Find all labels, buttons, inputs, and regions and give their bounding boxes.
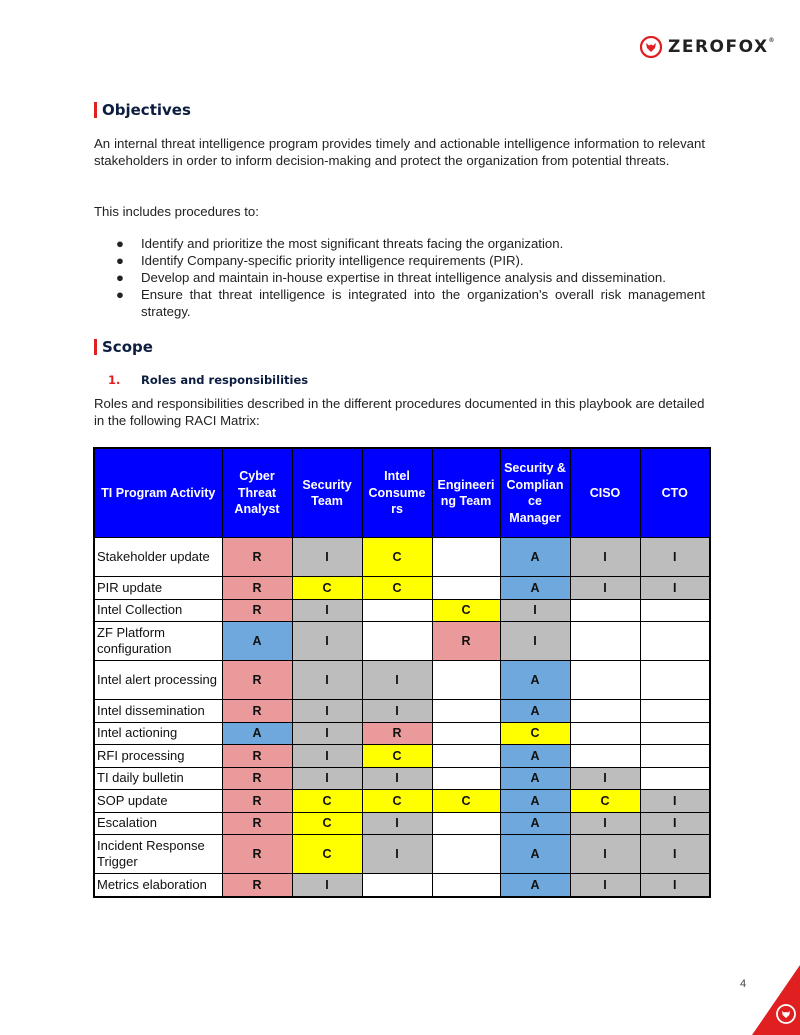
raci-cell: R — [432, 622, 500, 661]
raci-cell: I — [362, 661, 432, 700]
zerofox-logo — [640, 36, 776, 58]
raci-cell: R — [362, 722, 432, 745]
objectives-title: Objectives — [102, 101, 191, 119]
table-row — [94, 835, 710, 874]
list-item: ● Identify and prioritize the most significant threats facing the organization. — [116, 236, 564, 251]
raci-cell: I — [570, 577, 640, 600]
raci-cell: I — [570, 767, 640, 790]
raci-cell: I — [570, 874, 640, 897]
raci-cell: R — [222, 745, 292, 768]
table-row — [94, 661, 710, 700]
brand-name: ZEROFOX® — [668, 37, 777, 57]
raci-cell: I — [362, 812, 432, 835]
raci-cell: A — [500, 577, 570, 600]
raci-cell — [432, 812, 500, 835]
raci-cell: C — [570, 790, 640, 813]
raci-cell: I — [640, 874, 710, 897]
raci-cell: C — [362, 745, 432, 768]
raci-cell: C — [432, 599, 500, 622]
raci-cell: A — [500, 661, 570, 700]
raci-cell: I — [292, 622, 362, 661]
header-cto: CTO — [640, 448, 710, 538]
raci-cell: C — [292, 812, 362, 835]
raci-cell: I — [640, 790, 710, 813]
raci-cell: I — [292, 538, 362, 577]
raci-cell — [640, 745, 710, 768]
raci-cell: I — [570, 812, 640, 835]
raci-cell: A — [500, 745, 570, 768]
raci-cell: C — [292, 835, 362, 874]
raci-cell: I — [362, 767, 432, 790]
table-row — [94, 538, 710, 577]
activity-cell: SOP update — [94, 790, 222, 813]
raci-cell — [640, 599, 710, 622]
table-row — [94, 790, 710, 813]
fox-shield-icon — [640, 36, 662, 58]
raci-body — [94, 538, 710, 897]
raci-cell — [362, 599, 432, 622]
raci-cell — [432, 577, 500, 600]
raci-cell: A — [500, 790, 570, 813]
header-ciso: CISO — [570, 448, 640, 538]
scope-heading — [94, 338, 153, 356]
objectives-lead: This includes procedures to: — [94, 204, 259, 219]
raci-cell: I — [292, 722, 362, 745]
raci-matrix — [93, 447, 711, 898]
raci-cell: R — [222, 874, 292, 897]
activity-cell: Intel actioning — [94, 722, 222, 745]
raci-cell: R — [222, 790, 292, 813]
heading-accent-bar — [94, 339, 97, 355]
raci-cell: R — [222, 577, 292, 600]
raci-cell — [432, 722, 500, 745]
raci-cell — [570, 661, 640, 700]
raci-cell: I — [362, 835, 432, 874]
raci-cell: R — [222, 812, 292, 835]
raci-cell — [432, 538, 500, 577]
objectives-bullet-list — [94, 235, 705, 320]
raci-cell: I — [640, 812, 710, 835]
raci-cell: A — [222, 722, 292, 745]
raci-cell — [640, 661, 710, 700]
header-cyber-threat-analyst: Cyber Threat Analyst — [222, 448, 292, 538]
raci-cell: C — [362, 790, 432, 813]
raci-cell: I — [570, 835, 640, 874]
raci-cell: R — [222, 835, 292, 874]
table-row — [94, 767, 710, 790]
raci-cell — [570, 745, 640, 768]
raci-cell — [640, 767, 710, 790]
raci-cell — [570, 722, 640, 745]
raci-cell: C — [362, 577, 432, 600]
table-row — [94, 599, 710, 622]
activity-cell: Intel alert processing — [94, 661, 222, 700]
header-intel-consumers: Intel Consume rs — [362, 448, 432, 538]
raci-cell: A — [500, 700, 570, 723]
raci-cell: I — [292, 767, 362, 790]
raci-cell: A — [500, 538, 570, 577]
raci-cell — [570, 622, 640, 661]
activity-cell: Incident Response Trigger — [94, 835, 222, 874]
raci-cell: A — [500, 835, 570, 874]
activity-cell: Intel Collection — [94, 599, 222, 622]
raci-cell: I — [292, 661, 362, 700]
header-security-team: Security Team — [292, 448, 362, 538]
activity-cell: ZF Platform configuration — [94, 622, 222, 661]
raci-cell — [432, 874, 500, 897]
header-activity: TI Program Activity — [94, 448, 222, 538]
raci-cell: I — [292, 599, 362, 622]
raci-cell: A — [500, 767, 570, 790]
raci-cell: C — [432, 790, 500, 813]
raci-cell: I — [292, 700, 362, 723]
raci-cell: I — [292, 874, 362, 897]
raci-cell: I — [500, 599, 570, 622]
list-item: ● Ensure that threat intelligence is integrated into the organization's overall risk management strategy. — [116, 287, 705, 319]
raci-cell: R — [222, 661, 292, 700]
activity-cell: Escalation — [94, 812, 222, 835]
table-row — [94, 700, 710, 723]
list-item: ● Identify Company-specific priority intelligence requirements (PIR). — [116, 253, 524, 268]
raci-cell — [640, 700, 710, 723]
subheading-title: Roles and responsibilities — [141, 373, 309, 387]
raci-cell: R — [222, 538, 292, 577]
raci-cell — [432, 661, 500, 700]
activity-cell: TI daily bulletin — [94, 767, 222, 790]
objectives-heading — [94, 101, 191, 119]
raci-cell: C — [292, 790, 362, 813]
raci-cell: I — [500, 622, 570, 661]
raci-cell: I — [640, 835, 710, 874]
raci-cell — [640, 722, 710, 745]
list-item: ● Develop and maintain in-house expertise in threat intelligence analysis and dissemination. — [116, 270, 666, 285]
activity-cell: RFI processing — [94, 745, 222, 768]
raci-cell: R — [222, 767, 292, 790]
scope-title: Scope — [102, 338, 153, 356]
raci-cell: I — [640, 577, 710, 600]
raci-cell — [432, 835, 500, 874]
activity-cell: Intel dissemination — [94, 700, 222, 723]
subheading-number: 1. — [108, 373, 121, 387]
table-row — [94, 812, 710, 835]
raci-cell: I — [640, 538, 710, 577]
raci-cell: A — [500, 874, 570, 897]
raci-cell: A — [500, 812, 570, 835]
header-engineering-team: Engineeri ng Team — [432, 448, 500, 538]
raci-header-row — [94, 448, 710, 538]
raci-cell: A — [222, 622, 292, 661]
table-row — [94, 722, 710, 745]
activity-cell: PIR update — [94, 577, 222, 600]
activity-cell: Metrics elaboration — [94, 874, 222, 897]
table-row — [94, 874, 710, 897]
scope-text: Roles and responsibilities described in the different procedures documented in this playbook are detailed in the following RACI Matrix: — [94, 396, 705, 428]
trademark: ® — [768, 37, 777, 44]
raci-cell — [432, 700, 500, 723]
raci-cell: C — [500, 722, 570, 745]
raci-cell: C — [292, 577, 362, 600]
raci-cell: I — [292, 745, 362, 768]
raci-cell — [570, 700, 640, 723]
heading-accent-bar — [94, 102, 97, 118]
raci-cell — [362, 622, 432, 661]
raci-cell: I — [362, 700, 432, 723]
roles-subheading — [108, 373, 308, 387]
table-row — [94, 745, 710, 768]
raci-cell — [570, 599, 640, 622]
page-number: 4 — [740, 978, 747, 990]
raci-cell — [362, 874, 432, 897]
corner-brand-icon — [752, 965, 800, 1035]
table-row — [94, 622, 710, 661]
objectives-intro: An internal threat intelligence program provides timely and actionable intelligence information to relevant stakeholders in order to inform decision-making and protect the organization from potential threats. — [94, 136, 705, 168]
header-security-compliance-manager: Security & Complian ce Manager — [500, 448, 570, 538]
table-row — [94, 577, 710, 600]
raci-cell — [432, 767, 500, 790]
raci-cell — [432, 745, 500, 768]
raci-cell: C — [362, 538, 432, 577]
raci-cell: I — [570, 538, 640, 577]
raci-cell: R — [222, 700, 292, 723]
activity-cell: Stakeholder update — [94, 538, 222, 577]
raci-cell: R — [222, 599, 292, 622]
raci-cell — [640, 622, 710, 661]
